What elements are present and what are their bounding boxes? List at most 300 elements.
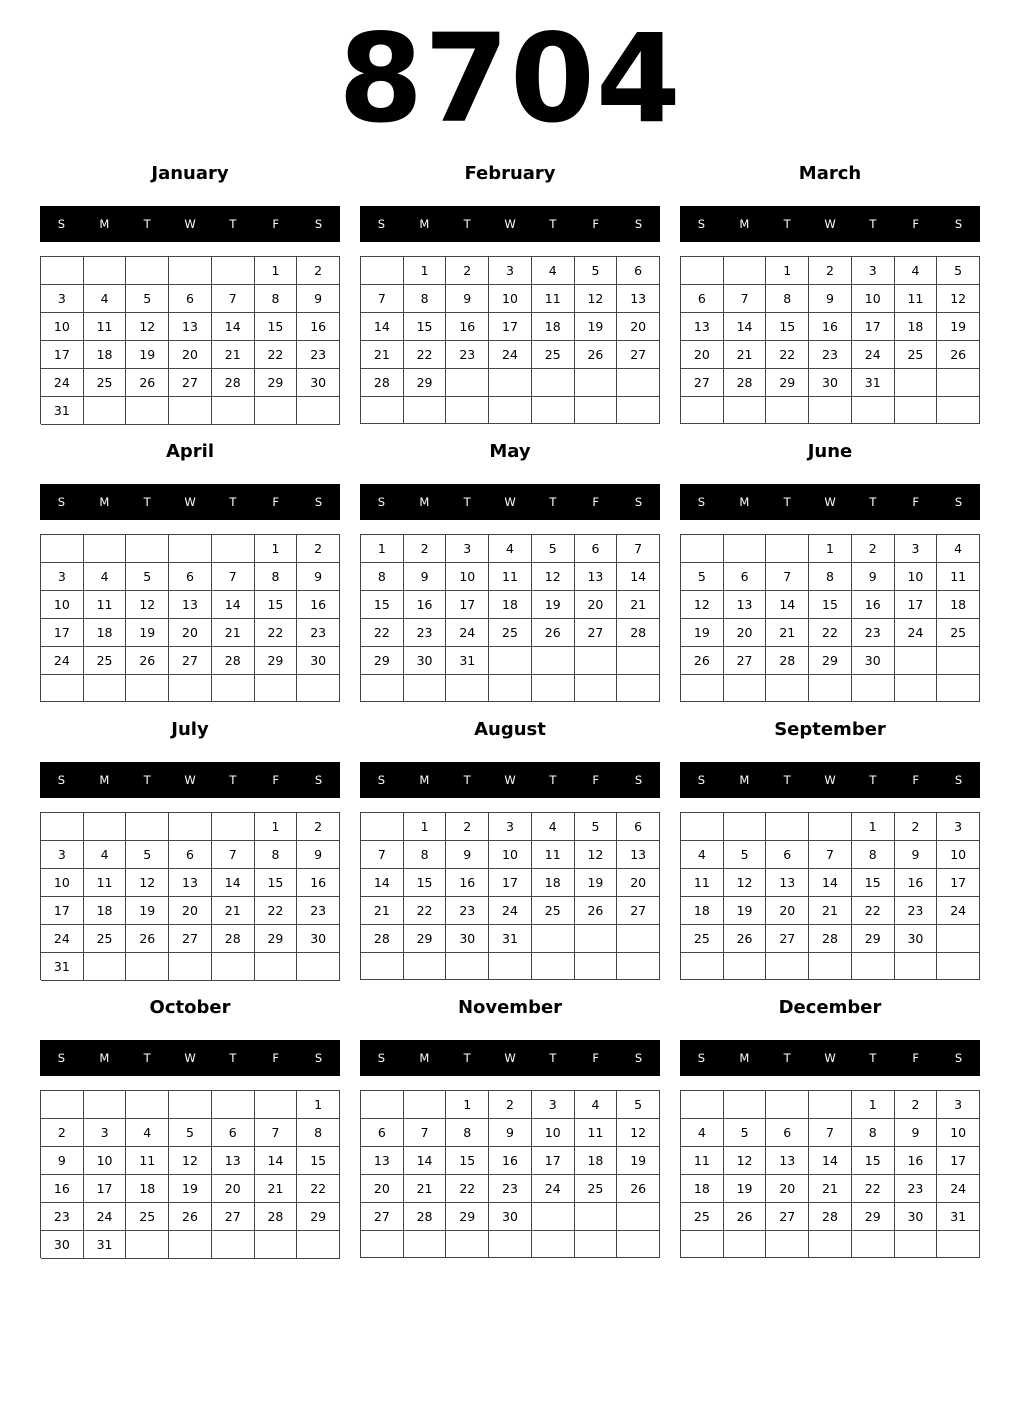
empty-cell (255, 953, 298, 981)
day-cell: 17 (937, 1147, 980, 1175)
empty-cell (126, 675, 169, 702)
empty-cell (937, 675, 980, 702)
empty-cell (404, 953, 447, 980)
day-cell: 6 (766, 841, 809, 869)
day-grid (40, 1090, 340, 1258)
day-cell: 26 (169, 1203, 212, 1231)
day-cell: 23 (404, 619, 447, 647)
day-cell: 22 (297, 1175, 340, 1203)
day-cell: 15 (852, 1147, 895, 1175)
day-cell: 29 (446, 1203, 489, 1231)
day-cell: 24 (895, 619, 938, 647)
empty-cell (169, 1091, 212, 1119)
day-cell: 5 (532, 535, 575, 563)
day-cell: 19 (169, 1175, 212, 1203)
weekday-label: F (592, 773, 600, 787)
day-cell: 28 (212, 925, 255, 953)
day-cell: 13 (361, 1147, 404, 1175)
day-cell: 20 (724, 619, 767, 647)
weekday-label: W (504, 495, 516, 509)
day-cell: 4 (681, 841, 724, 869)
day-cell: 6 (169, 563, 212, 591)
day-cell: 16 (297, 591, 340, 619)
day-cell: 20 (617, 869, 660, 897)
day-cell: 8 (852, 841, 895, 869)
day-cell: 15 (255, 869, 298, 897)
day-cell: 14 (809, 869, 852, 897)
day-cell: 5 (126, 563, 169, 591)
day-cell: 10 (532, 1119, 575, 1147)
empty-cell (575, 647, 618, 675)
day-cell: 21 (361, 897, 404, 925)
empty-cell (895, 647, 938, 675)
day-cell: 13 (169, 313, 212, 341)
day-cell: 26 (575, 897, 618, 925)
weekday-label: T (143, 217, 151, 231)
day-cell: 3 (852, 257, 895, 285)
weekday-label: M (739, 217, 750, 231)
day-cell: 19 (126, 341, 169, 369)
weekday-label: W (184, 217, 196, 231)
empty-cell (84, 535, 127, 563)
day-cell: 29 (852, 1203, 895, 1231)
empty-cell (361, 397, 404, 424)
empty-cell (169, 257, 212, 285)
day-cell: 2 (895, 813, 938, 841)
empty-cell (532, 397, 575, 424)
day-cell: 11 (489, 563, 532, 591)
day-cell: 11 (84, 869, 127, 897)
day-cell: 5 (126, 285, 169, 313)
weekday-label: F (592, 495, 600, 509)
day-cell: 11 (575, 1119, 618, 1147)
day-cell: 7 (724, 285, 767, 313)
empty-cell (617, 1203, 660, 1231)
day-cell: 12 (169, 1147, 212, 1175)
day-cell: 21 (766, 619, 809, 647)
day-cell: 9 (809, 285, 852, 313)
empty-cell (41, 675, 84, 702)
day-cell: 28 (361, 925, 404, 953)
empty-cell (617, 675, 660, 702)
day-cell: 29 (255, 369, 298, 397)
empty-cell (297, 1231, 340, 1259)
weekday-label: W (504, 773, 516, 787)
day-cell: 6 (575, 535, 618, 563)
day-cell: 21 (809, 1175, 852, 1203)
weekday-label: S (634, 1051, 643, 1065)
day-cell: 3 (446, 535, 489, 563)
day-cell: 14 (617, 563, 660, 591)
day-cell: 9 (297, 841, 340, 869)
day-cell: 9 (446, 841, 489, 869)
day-cell: 17 (852, 313, 895, 341)
day-cell: 13 (766, 1147, 809, 1175)
empty-cell (575, 925, 618, 953)
empty-cell (404, 397, 447, 424)
day-cell: 23 (297, 897, 340, 925)
empty-cell (361, 675, 404, 702)
weekday-label: S (314, 773, 323, 787)
day-cell: 19 (575, 313, 618, 341)
weekday-label: M (419, 217, 430, 231)
day-cell: 23 (297, 619, 340, 647)
weekday-label: S (314, 495, 323, 509)
day-cell: 29 (766, 369, 809, 397)
empty-cell (126, 535, 169, 563)
day-cell: 12 (575, 841, 618, 869)
empty-cell (575, 675, 618, 702)
day-cell: 22 (361, 619, 404, 647)
weekday-header (40, 484, 340, 520)
weekday-label: T (229, 217, 237, 231)
empty-cell (766, 535, 809, 563)
day-cell: 15 (404, 313, 447, 341)
empty-cell (41, 1091, 84, 1119)
day-cell: 12 (724, 869, 767, 897)
day-cell: 9 (446, 285, 489, 313)
day-cell: 18 (575, 1147, 618, 1175)
day-cell: 9 (297, 285, 340, 313)
empty-cell (575, 1203, 618, 1231)
day-cell: 16 (41, 1175, 84, 1203)
empty-cell (724, 953, 767, 980)
empty-cell (41, 257, 84, 285)
empty-cell (617, 1231, 660, 1258)
day-cell: 12 (532, 563, 575, 591)
weekday-label: S (697, 773, 706, 787)
day-cell: 13 (169, 869, 212, 897)
empty-cell (617, 397, 660, 424)
day-cell: 6 (724, 563, 767, 591)
day-cell: 13 (212, 1147, 255, 1175)
day-cell: 8 (361, 563, 404, 591)
empty-cell (489, 675, 532, 702)
day-cell: 29 (361, 647, 404, 675)
day-cell: 5 (575, 813, 618, 841)
day-cell: 22 (404, 341, 447, 369)
day-cell: 9 (895, 1119, 938, 1147)
day-grid (40, 812, 340, 980)
empty-cell (617, 925, 660, 953)
month-name: November (457, 997, 563, 1018)
day-cell: 26 (617, 1175, 660, 1203)
weekday-header (680, 1040, 980, 1076)
weekday-label: W (504, 1051, 516, 1065)
empty-cell (126, 257, 169, 285)
day-cell: 10 (489, 841, 532, 869)
weekday-header (40, 206, 340, 242)
day-cell: 19 (681, 619, 724, 647)
day-cell: 1 (809, 535, 852, 563)
day-cell: 14 (255, 1147, 298, 1175)
day-cell: 29 (809, 647, 852, 675)
day-cell: 12 (126, 591, 169, 619)
weekday-header (40, 762, 340, 798)
day-cell: 15 (766, 313, 809, 341)
day-cell: 9 (41, 1147, 84, 1175)
day-cell: 22 (446, 1175, 489, 1203)
day-cell: 3 (41, 285, 84, 313)
weekday-label: T (229, 1051, 237, 1065)
day-cell: 2 (297, 257, 340, 285)
weekday-label: S (954, 495, 963, 509)
month-name: June (807, 441, 853, 462)
empty-cell (361, 953, 404, 980)
day-cell: 1 (446, 1091, 489, 1119)
day-cell: 11 (895, 285, 938, 313)
day-cell: 29 (255, 925, 298, 953)
day-cell: 11 (84, 313, 127, 341)
day-cell: 28 (617, 619, 660, 647)
day-grid (360, 1090, 660, 1258)
empty-cell (361, 257, 404, 285)
weekday-label: S (697, 495, 706, 509)
day-cell: 28 (212, 647, 255, 675)
day-cell: 31 (852, 369, 895, 397)
day-cell: 10 (41, 869, 84, 897)
day-cell: 15 (809, 591, 852, 619)
day-cell: 17 (446, 591, 489, 619)
empty-cell (489, 953, 532, 980)
day-cell: 6 (617, 257, 660, 285)
day-cell: 5 (724, 1119, 767, 1147)
day-cell: 23 (852, 619, 895, 647)
empty-cell (852, 397, 895, 424)
day-cell: 12 (126, 313, 169, 341)
day-cell: 10 (84, 1147, 127, 1175)
day-cell: 21 (212, 341, 255, 369)
weekday-label: W (824, 773, 836, 787)
empty-cell (852, 675, 895, 702)
weekday-label: F (272, 773, 280, 787)
day-cell: 22 (255, 897, 298, 925)
day-cell: 26 (126, 647, 169, 675)
day-cell: 15 (255, 591, 298, 619)
empty-cell (41, 535, 84, 563)
day-cell: 14 (724, 313, 767, 341)
day-cell: 25 (84, 647, 127, 675)
weekday-label: T (143, 1051, 151, 1065)
weekday-label: S (377, 495, 386, 509)
day-cell: 2 (297, 535, 340, 563)
day-cell: 14 (212, 591, 255, 619)
day-cell: 29 (404, 369, 447, 397)
day-cell: 10 (446, 563, 489, 591)
day-grid (360, 256, 660, 424)
day-cell: 20 (169, 897, 212, 925)
weekday-label: S (377, 217, 386, 231)
empty-cell (361, 1231, 404, 1258)
empty-cell (255, 1091, 298, 1119)
day-cell: 25 (895, 341, 938, 369)
day-cell: 14 (766, 591, 809, 619)
month-name: April (165, 441, 215, 462)
empty-cell (169, 675, 212, 702)
day-cell: 9 (895, 841, 938, 869)
empty-cell (489, 397, 532, 424)
day-cell: 20 (681, 341, 724, 369)
empty-cell (532, 369, 575, 397)
day-cell: 8 (255, 563, 298, 591)
empty-cell (169, 1231, 212, 1259)
empty-cell (681, 675, 724, 702)
day-grid (40, 256, 340, 424)
day-cell: 1 (255, 257, 298, 285)
day-cell: 1 (255, 813, 298, 841)
weekday-label: M (99, 217, 110, 231)
day-cell: 4 (895, 257, 938, 285)
day-cell: 17 (41, 341, 84, 369)
empty-cell (617, 369, 660, 397)
day-cell: 15 (361, 591, 404, 619)
day-cell: 31 (41, 953, 84, 981)
day-cell: 4 (126, 1119, 169, 1147)
empty-cell (212, 1091, 255, 1119)
day-cell: 9 (489, 1119, 532, 1147)
month-name: October (149, 997, 231, 1018)
day-cell: 13 (575, 563, 618, 591)
day-cell: 11 (937, 563, 980, 591)
day-cell: 8 (404, 285, 447, 313)
empty-cell (361, 813, 404, 841)
day-cell: 24 (41, 925, 84, 953)
empty-cell (532, 953, 575, 980)
day-cell: 25 (532, 341, 575, 369)
day-cell: 24 (41, 647, 84, 675)
day-cell: 20 (169, 341, 212, 369)
weekday-label: F (272, 217, 280, 231)
day-cell: 10 (41, 313, 84, 341)
empty-cell (937, 369, 980, 397)
day-cell: 19 (937, 313, 980, 341)
empty-cell (446, 397, 489, 424)
day-cell: 17 (937, 869, 980, 897)
day-cell: 28 (809, 1203, 852, 1231)
day-grid (680, 256, 980, 424)
day-cell: 29 (404, 925, 447, 953)
empty-cell (681, 1091, 724, 1119)
empty-cell (84, 675, 127, 702)
empty-cell (681, 953, 724, 980)
empty-cell (212, 675, 255, 702)
day-cell: 7 (255, 1119, 298, 1147)
day-cell: 3 (489, 813, 532, 841)
day-cell: 28 (724, 369, 767, 397)
empty-cell (681, 397, 724, 424)
day-cell: 7 (212, 563, 255, 591)
day-cell: 12 (617, 1119, 660, 1147)
day-cell: 20 (617, 313, 660, 341)
day-cell: 20 (361, 1175, 404, 1203)
weekday-label: T (229, 773, 237, 787)
empty-cell (532, 675, 575, 702)
day-cell: 31 (41, 397, 84, 425)
weekday-label: T (869, 773, 877, 787)
weekday-label: T (549, 773, 557, 787)
day-cell: 31 (84, 1231, 127, 1259)
weekday-label: T (549, 495, 557, 509)
day-cell: 24 (489, 341, 532, 369)
month-name: August (474, 719, 546, 740)
day-cell: 27 (212, 1203, 255, 1231)
month-name: January (151, 163, 229, 184)
day-cell: 15 (852, 869, 895, 897)
empty-cell (617, 953, 660, 980)
month-name: December (778, 997, 882, 1018)
day-cell: 17 (895, 591, 938, 619)
day-cell: 3 (489, 257, 532, 285)
empty-cell (937, 925, 980, 953)
day-cell: 6 (212, 1119, 255, 1147)
day-cell: 17 (41, 897, 84, 925)
day-cell: 26 (724, 1203, 767, 1231)
day-cell: 24 (489, 897, 532, 925)
empty-cell (724, 675, 767, 702)
day-cell: 22 (404, 897, 447, 925)
day-cell: 19 (724, 1175, 767, 1203)
weekday-label: F (592, 217, 600, 231)
day-cell: 4 (84, 563, 127, 591)
day-cell: 14 (361, 313, 404, 341)
day-cell: 7 (212, 285, 255, 313)
day-cell: 19 (617, 1147, 660, 1175)
day-grid (680, 812, 980, 980)
weekday-header (360, 206, 660, 242)
day-grid (360, 812, 660, 980)
day-cell: 28 (361, 369, 404, 397)
empty-cell (489, 369, 532, 397)
empty-cell (446, 675, 489, 702)
weekday-label: F (912, 773, 920, 787)
day-cell: 23 (297, 341, 340, 369)
day-cell: 25 (937, 619, 980, 647)
weekday-label: M (99, 495, 110, 509)
day-cell: 13 (617, 285, 660, 313)
day-cell: 12 (937, 285, 980, 313)
empty-cell (489, 1231, 532, 1258)
day-cell: 18 (84, 897, 127, 925)
weekday-label: S (954, 773, 963, 787)
day-cell: 6 (681, 285, 724, 313)
day-cell: 2 (297, 813, 340, 841)
day-cell: 18 (937, 591, 980, 619)
weekday-label: M (419, 1051, 430, 1065)
day-cell: 28 (809, 925, 852, 953)
day-cell: 22 (255, 619, 298, 647)
empty-cell (895, 397, 938, 424)
weekday-label: S (954, 1051, 963, 1065)
day-cell: 4 (681, 1119, 724, 1147)
day-cell: 2 (404, 535, 447, 563)
day-cell: 22 (255, 341, 298, 369)
day-cell: 20 (169, 619, 212, 647)
day-cell: 25 (681, 1203, 724, 1231)
day-cell: 24 (532, 1175, 575, 1203)
day-cell: 5 (617, 1091, 660, 1119)
day-cell: 16 (404, 591, 447, 619)
day-cell: 1 (297, 1091, 340, 1119)
day-cell: 15 (255, 313, 298, 341)
day-cell: 27 (575, 619, 618, 647)
weekday-label: M (99, 773, 110, 787)
day-cell: 30 (895, 925, 938, 953)
empty-cell (297, 953, 340, 981)
weekday-label: S (377, 1051, 386, 1065)
day-cell: 8 (766, 285, 809, 313)
month-name: February (464, 163, 556, 184)
day-cell: 21 (255, 1175, 298, 1203)
